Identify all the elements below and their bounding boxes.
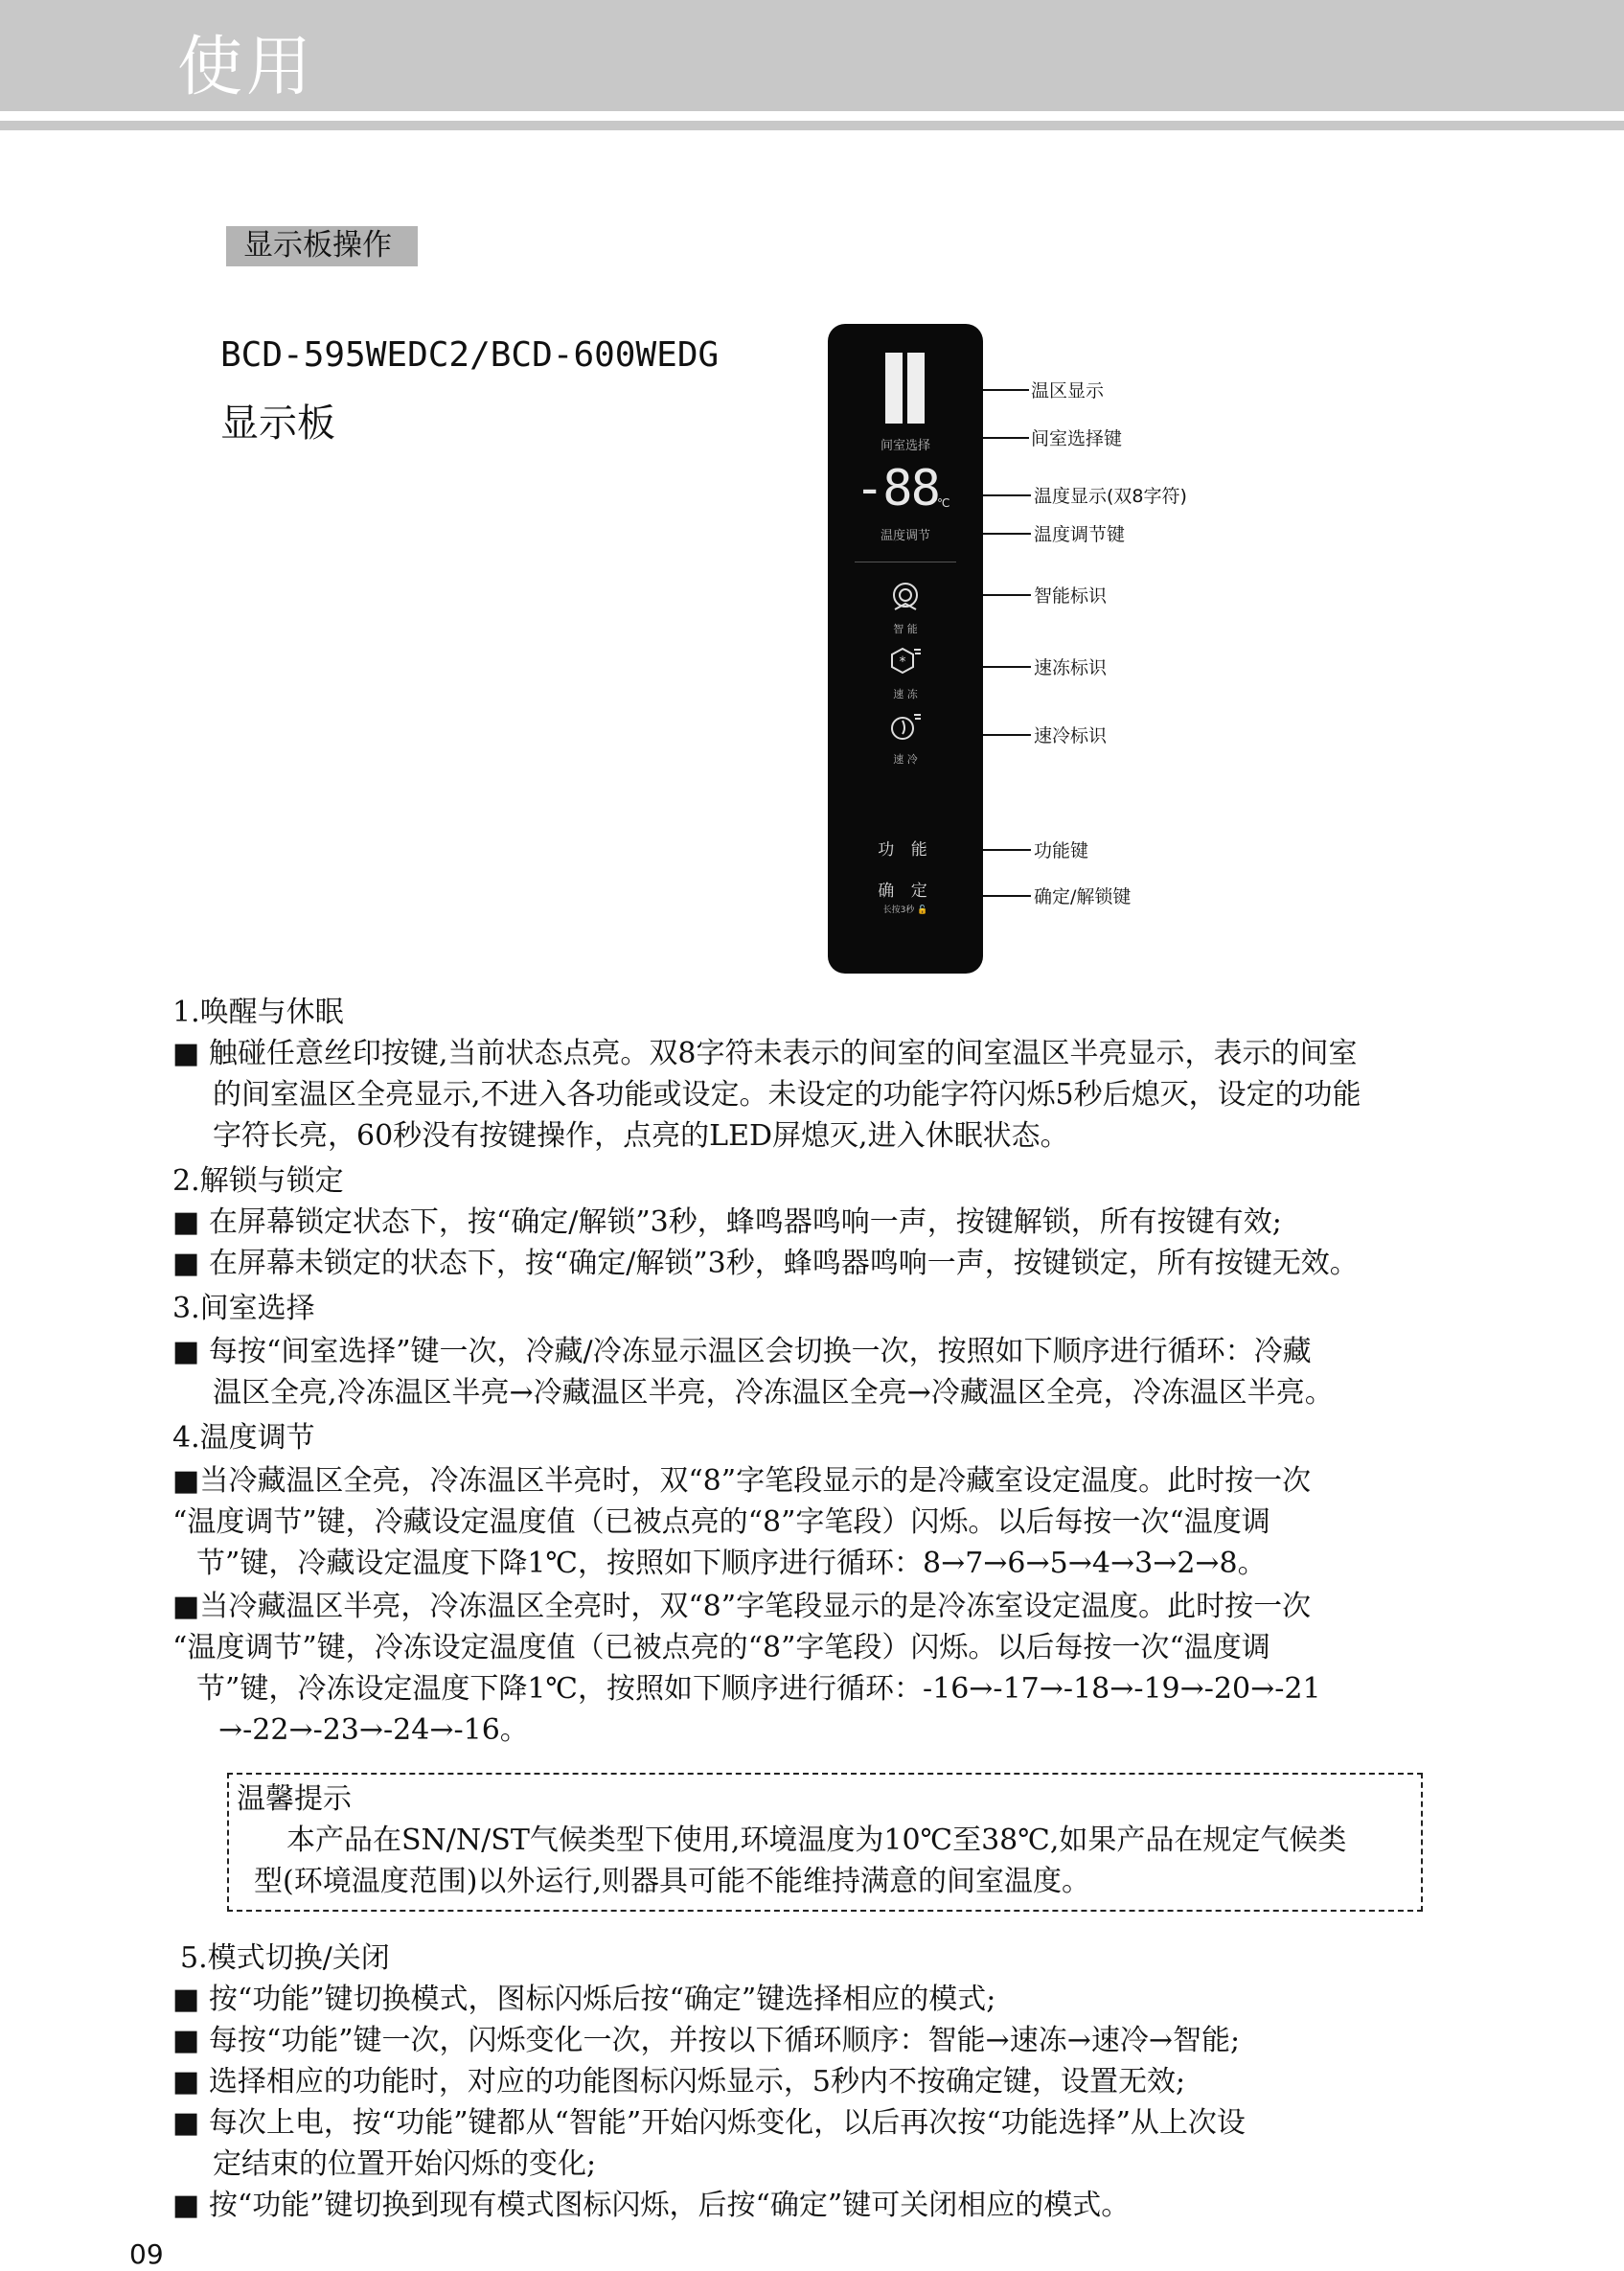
callout-room-select: 间室选择键 [1031,428,1123,449]
section-title: 5.模式切换/关闭 [180,1941,390,1975]
paragraph-line: 节”键，冷冻设定温度下降1℃，按照如下顺序进行循环：-16→-17→-18→-19→-20→-21 [196,1672,1321,1706]
callout-line [983,494,1031,496]
paragraph-line: ■ 按“功能”键切换到现有模式图标闪烁，后按“确定”键可关闭相应的模式。 [172,2189,1131,2222]
callout-temp-adjust: 温度调节键 [1034,524,1126,545]
callout-line [983,437,1029,439]
paragraph-line: ■ 触碰任意丝印按键,当前状态点亮。双8字符未表示的间室的间室温区半亮显示，表示的间室 [172,1037,1358,1070]
paragraph-line: ■ 每按“功能”键一次，闪烁变化一次，并按以下循环顺序：智能→速冻→速冷→智能; [172,2024,1241,2057]
callout-line [983,849,1031,851]
panel-confirm-button[interactable]: 确 定 [878,882,933,901]
header-divider [0,121,1624,130]
section-title: 3.间室选择 [172,1292,315,1325]
quick-cool-icon [889,711,922,744]
paragraph-line: “温度调节”键，冷藏设定温度值（已被点亮的“8”字笔段）闪烁。以后每按一次“温度调 [172,1505,1270,1539]
panel-temp-unit: ℃ [937,496,950,510]
paragraph-line: 温区全亮,冷冻温区半亮→冷藏温区半亮，冷冻温区全亮→冷藏温区全亮，冷冻温区半亮。 [213,1376,1334,1410]
section-title: 1.唤醒与休眠 [172,996,344,1029]
callout-temp-display: 温度显示(双8字符) [1034,486,1187,507]
panel-quick-cool-label: 速 冷 [893,753,918,766]
model-subtitle: 显示板 [220,401,335,446]
panel-confirm-hint: 长按3秒 🔓 [882,906,928,915]
paragraph-line: 的间室温区全亮显示,不进入各功能或设定。未设定的功能字符闪烁5秒后熄灭，设定的功能 [213,1078,1361,1112]
paragraph-line: 定结束的位置开始闪烁的变化; [213,2147,597,2181]
callout-line [983,389,1029,391]
panel-function-button[interactable]: 功 能 [878,840,933,860]
paragraph-line: ■ 选择相应的功能时，对应的功能图标闪烁显示，5秒内不按确定键，设置无效; [172,2065,1186,2099]
quick-freeze-icon [889,646,922,678]
paragraph-line: “温度调节”键，冷冻设定温度值（已被点亮的“8”字笔段）闪烁。以后每按一次“温度调 [172,1631,1270,1664]
callout-line [983,533,1031,535]
callout-confirm-key: 确定/解锁键 [1034,886,1132,907]
page-title: 使用 [177,30,316,105]
tip-line: 本产品在SN/N/ST气候类型下使用,环境温度为10℃至38℃,如果产品在规定气候类 [286,1824,1347,1857]
svg-text:*: * [899,654,906,670]
callout-quick-freeze: 速冻标识 [1034,657,1108,678]
tip-line: 型(环境温度范围)以外运行,则器具可能不能维持满意的间室温度。 [254,1865,1090,1898]
model-name: BCD-595WEDC2/BCD-600WEDG [220,335,720,375]
paragraph-line: →-22→-23→-24→-16。 [218,1713,529,1747]
callout-smart: 智能标识 [1034,585,1108,607]
paragraph-line: ■ 按“功能”键切换模式，图标闪烁后按“确定”键选择相应的模式; [172,1983,996,2016]
callout-line [983,734,1031,736]
paragraph-line: 节”键，冷藏设定温度下降1℃，按照如下顺序进行循环：8→7→6→5→4→3→2→8。 [196,1547,1267,1580]
callout-function-key: 功能键 [1034,840,1089,861]
paragraph-line: ■当冷藏温区全亮，冷冻温区半亮时，双“8”字笔段显示的是冷藏室设定温度。此时按一次 [172,1464,1312,1498]
paragraph-line: 字符长亮，60秒没有按键操作，点亮的LED屏熄灭,进入休眠状态。 [213,1119,1069,1153]
paragraph-line: ■ 在屏幕未锁定的状态下，按“确定/解锁”3秒，蜂鸣器鸣响一声，按键锁定，所有按键无效。 [172,1247,1359,1280]
callout-line [983,666,1031,668]
panel-temp-adjust-label: 温度调节 [880,529,930,543]
panel-room-select-label: 间室选择 [880,439,930,453]
tip-title: 温馨提示 [237,1782,352,1816]
section-title: 4.温度调节 [172,1421,315,1455]
paragraph-line: ■当冷藏温区半亮，冷冻温区全亮时，双“8”字笔段显示的是冷冻室设定温度。此时按一次 [172,1590,1312,1623]
panel-smart-label: 智 能 [893,623,918,635]
paragraph-line: ■ 每按“间室选择”键一次，冷藏/冷冻显示温区会切换一次，按照如下顺序进行循环：冷藏 [172,1335,1312,1368]
tip-box [227,1773,1423,1912]
section-title: 2.解锁与锁定 [172,1164,344,1198]
page-number: 09 [129,2238,164,2270]
paragraph-line: ■ 在屏幕锁定状态下，按“确定/解锁”3秒，蜂鸣器鸣响一声，按键解锁，所有按键有效; [172,1205,1282,1239]
callout-zone-display: 温区显示 [1031,380,1105,401]
mode-section [172,1938,1533,2226]
callout-quick-cool: 速冷标识 [1034,725,1108,746]
display-panel [828,324,983,974]
paragraph-line: ■ 每次上电，按“功能”键都从“智能”开始闪烁变化，以后再次按“功能选择”从上次设 [172,2106,1246,2140]
smart-icon [889,581,922,613]
section-tag: 显示板操作 [226,226,418,266]
instructions-body [172,992,1533,1751]
panel-quick-freeze-label: 速 冻 [893,688,918,700]
callout-line [983,895,1031,897]
callout-line [983,594,1031,596]
fridge-door-icon [885,353,926,424]
panel-temp-display: -88 [855,460,939,517]
